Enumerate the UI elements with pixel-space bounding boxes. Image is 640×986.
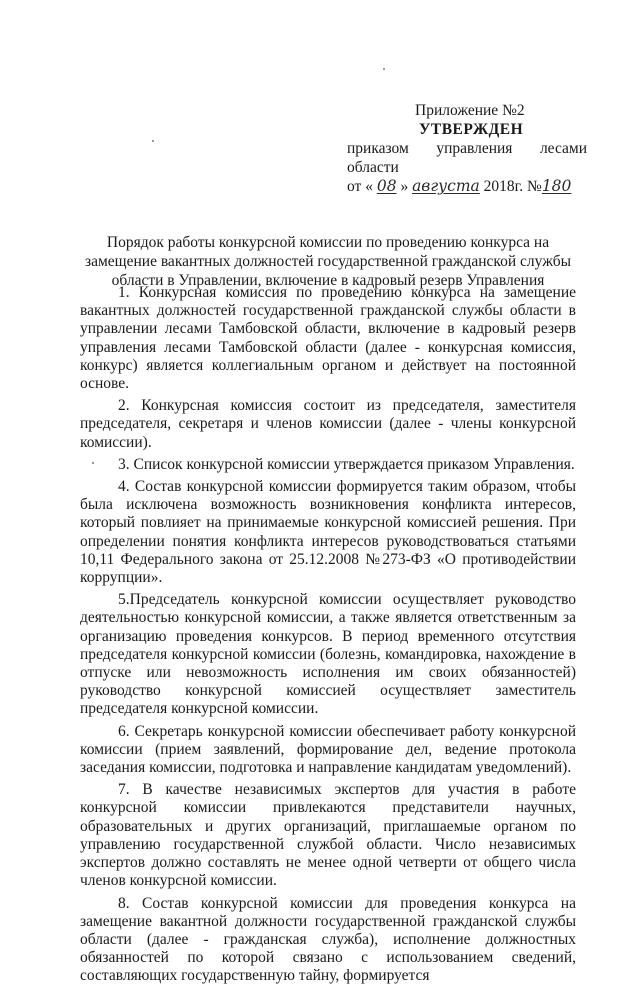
paragraph-6: 6. Секретарь конкурсной комиссии обеспечивает работу конкурсной комиссии (прием заявлений, формирование дел, ведение протокола заседания комиссии, подготовка и направление кандидатам уведомлений).	[80, 722, 576, 777]
paragraph-4: 4. Состав конкурсной комиссии формируется таким образом, чтобы была исключена возможность возникновения конфликта интересов, который повлияет на принимаемые конкурсной комиссией решения. При определении понятия конфликта интересов руководствоваться статьями 10,11 Федерального закона от 25.12.2008 №273-ФЗ «О противодействии коррупции».	[80, 478, 576, 587]
paragraph-3: 3. Список конкурсной комиссии утверждается приказом Управления.	[118, 455, 575, 473]
directorate-word: управления	[436, 140, 513, 157]
scan-speck	[383, 68, 385, 70]
approved-heading: УТВЕРЖДЕН	[419, 121, 524, 138]
date-mid: »	[400, 178, 409, 195]
paragraph-1: 1. Конкурсная комиссия по проведению конкурса на замещение вакантных должностей государственной гражданской службы области в управлении лесами Тамбовской области, включение в кадровый резерв управления лесами Тамбовской области (далее - конкурсная комиссия, конкурс) является коллегиальным органом и действует на постоянной основе.	[80, 284, 576, 393]
paragraph-7: 7. В качестве независимых экспертов для участия в работе конкурсной комиссии привлекаются представители научных, образовательных и других организаций, приглашаемые органом по управлению государственной службой области. Число независимых экспертов должно составлять не менее одной четверти от общего числа членов конкурсной комиссии.	[80, 781, 576, 890]
scan-speck	[92, 462, 94, 464]
date-year: 2018г. №	[483, 178, 542, 195]
appendix-number: Приложение №2	[415, 102, 525, 119]
order-date-line	[347, 177, 587, 196]
date-prefix: от «	[347, 178, 373, 195]
paragraph-2: 2. Конкурсная комиссия состоит из председателя, заместителя председателя, секретаря и членов комиссии (далее - члены конкурсной комиссии).	[80, 397, 576, 451]
paragraph-8: 8. Состав конкурсной комиссии для проведения конкурса на замещение вакантной должности государственной гражданской службы области (далее - гражданская служба), исполнение должностных обязанностей по которой связано с использованием сведений, составляющих государственную тайну, формируется	[80, 894, 576, 985]
document-title: Порядок работы конкурсной комиссии по проведению конкурса на замещение вакантных должностей государственной гражданской службы области в Управлении, включение в кадровый резерв Управления	[84, 234, 572, 289]
handwritten-day: 08	[376, 177, 397, 195]
handwritten-month: августа	[412, 177, 480, 195]
document-body	[80, 284, 576, 986]
forests-word: лесами	[539, 140, 587, 157]
paragraph-5: 5.Председатель конкурсной комиссии осуществляет руководство деятельностью конкурсной комиссии, а также является ответственным за организацию проведения конкурсов. В период временного отсутствия председателя конкурсной комиссии (болезнь, командировка, нахождение в отпуске или невозможность исполнения им своих обязанностей) руководство конкурсной комиссией осуществляет заместитель председателя конкурсной комиссии.	[80, 591, 576, 718]
order-issuer-line	[347, 139, 587, 158]
region-word: области	[347, 159, 399, 176]
approval-stamp-block	[347, 101, 587, 196]
scan-speck	[152, 140, 154, 142]
order-word: приказом	[347, 140, 409, 157]
handwritten-order-number: 180	[541, 177, 572, 195]
